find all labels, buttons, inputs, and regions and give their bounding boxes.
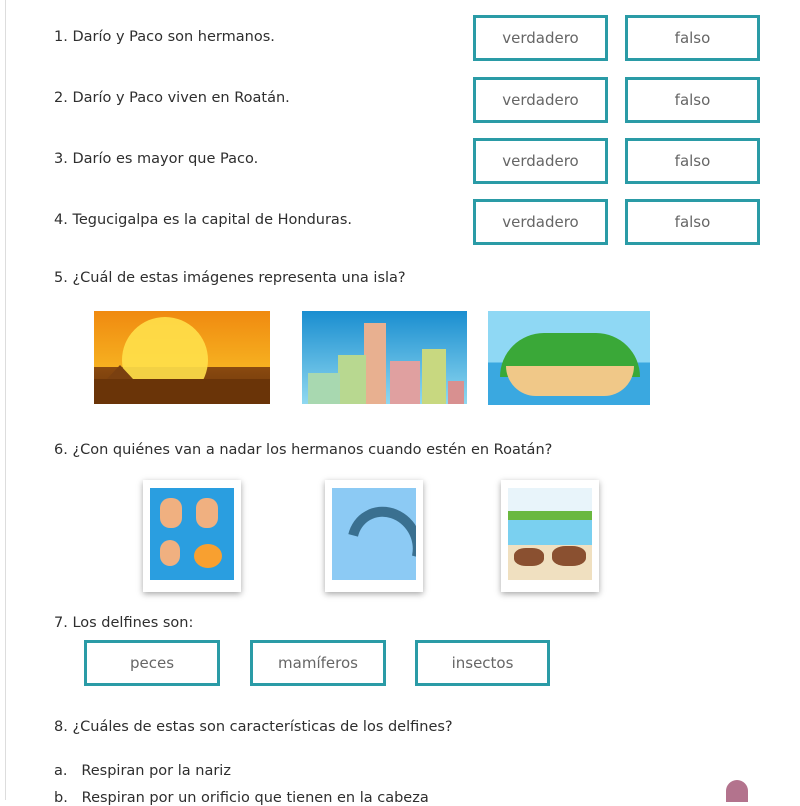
false-button[interactable]: falso (625, 199, 760, 245)
false-button[interactable]: falso (625, 15, 760, 61)
island-image[interactable] (488, 311, 650, 405)
question-6-text: 6. ¿Con quiénes van a nadar los hermanos cuando estén en Roatán? (54, 442, 553, 458)
true-button[interactable]: verdadero (473, 77, 608, 123)
question-text: 2. Darío y Paco viven en Roatán. (54, 90, 290, 106)
option-insectos[interactable]: insectos (415, 640, 550, 686)
question-text: 4. Tegucigalpa es la capital de Honduras. (54, 212, 352, 228)
false-button[interactable]: falso (625, 138, 760, 184)
question-5-text: 5. ¿Cuál de estas imágenes representa una isla? (54, 270, 406, 286)
question-7-text: 7. Los delfines son: (54, 615, 194, 631)
option-a[interactable]: a. Respiran por la nariz (54, 763, 231, 779)
option-mamiferos[interactable]: mamíferos (250, 640, 386, 686)
question-8-text: 8. ¿Cuáles de estas son características de los delfines? (54, 719, 453, 735)
desert-pyramids-image[interactable] (94, 311, 270, 404)
beach-walrus-image[interactable] (501, 480, 599, 592)
option-peces[interactable]: peces (84, 640, 220, 686)
city-skyline-image[interactable] (302, 311, 467, 404)
children-swimming-image[interactable] (143, 480, 241, 592)
true-button[interactable]: verdadero (473, 138, 608, 184)
false-button[interactable]: falso (625, 77, 760, 123)
question-text: 3. Darío es mayor que Paco. (54, 151, 259, 167)
true-button[interactable]: verdadero (473, 15, 608, 61)
true-button[interactable]: verdadero (473, 199, 608, 245)
option-b[interactable]: b. Respiran por un orificio que tienen en la cabeza (54, 790, 429, 806)
page-edge (5, 0, 6, 800)
decorative-icon (726, 780, 748, 802)
dolphin-image[interactable] (325, 480, 423, 592)
question-text: 1. Darío y Paco son hermanos. (54, 29, 275, 45)
